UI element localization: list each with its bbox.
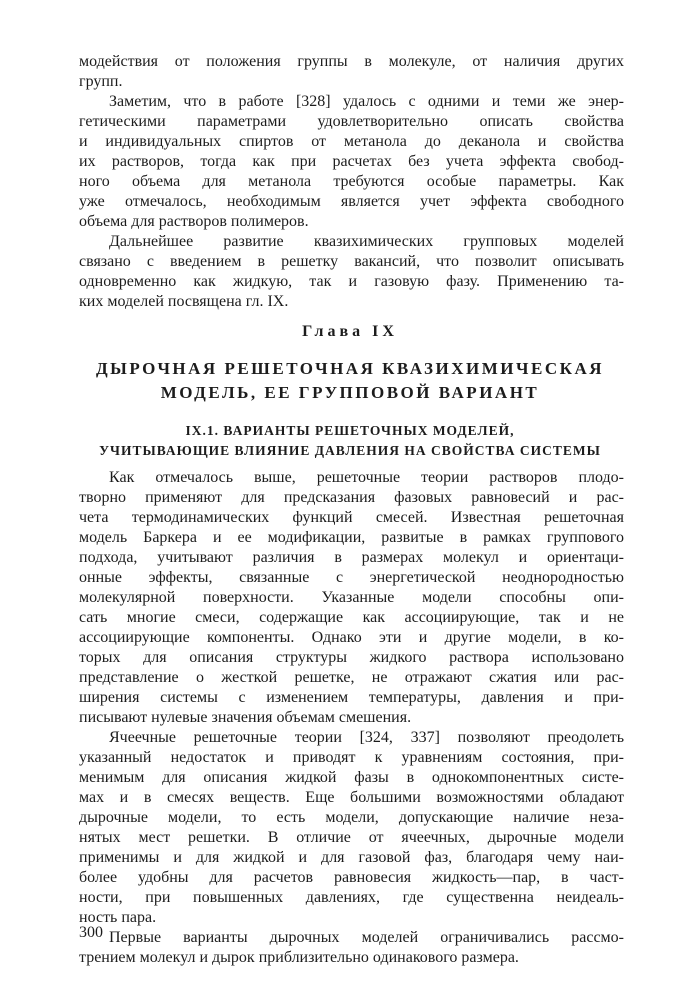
text-line: ких моделей посвящена гл. IX. [79, 293, 289, 310]
text-line: чета термодинамических функций смесей. Известная решеточная [79, 509, 624, 526]
text-line: связано с введением в решетку вакансий, что позволит описывать [79, 253, 624, 270]
text-line: Первые варианты дырочных моделей ограничивались рассмо- [109, 929, 624, 946]
section-title-line: IX.1. ВАРИАНТЫ РЕШЕТОЧНЫХ МОДЕЛЕЙ, [185, 423, 515, 438]
text-line: дырочные модели, то есть модели, допускающие наличие неза- [79, 809, 624, 826]
text-line: молекулярной поверхности. Указанные модели способны опи- [79, 589, 624, 606]
text-line: групп. [79, 73, 123, 90]
text-line: подхода, учитывают различия в размерах молекул и ориентаци- [79, 549, 624, 566]
text-line: применимы и для жидкой и для газовой фаз, благодаря чему наи- [79, 849, 624, 866]
text-line: ширения системы с изменением температуры, давления и при- [79, 689, 624, 706]
chapter-title-line: ДЫРОЧНАЯ РЕШЕТОЧНАЯ КВАЗИХИМИЧЕСКАЯ [95, 359, 604, 378]
text-line: нятых мест решетки. В отличие от ячеечных, дырочные модели [79, 829, 624, 846]
text-line: Как отмечалось выше, решеточные теории растворов плодо- [109, 469, 624, 486]
top-text-block [79, 52, 624, 312]
text-line: ности, при повышенных давлениях, где существенна неидеаль- [79, 889, 624, 906]
text-line: Ячеечные решеточные теории [324, 337] позволяют преодолеть [109, 729, 624, 746]
chapter-title-line: МОДЕЛЬ, ЕЕ ГРУППОВОЙ ВАРИАНТ [160, 383, 540, 402]
text-line: писывают нулевые значения объемам смешения. [79, 709, 412, 726]
text-line: сать многие смеси, содержащие как ассоциирующие, так и не [79, 609, 624, 626]
text-line: ность пара. [79, 909, 157, 926]
text-line: более удобны для расчетов равновесия жидкость—пар, в част- [79, 869, 624, 886]
text-line: мах и в смесях веществ. Еще большими возможностями обладают [79, 789, 624, 806]
text-line: модель Баркера и ее модификации, развитые в рамках группового [79, 529, 624, 546]
text-line: указанный недостаток и приводят к уравнениям состояния, при- [79, 749, 624, 766]
text-line: ассоциирующие компоненты. Однако эти и другие модели, в ко- [79, 629, 624, 646]
text-line: представление о жесткой решетке, не отражают сжатия или рас- [79, 669, 624, 686]
text-line: их растворов, тогда как при расчетах без учета эффекта свобод- [79, 153, 624, 170]
text-line: уже отмечалось, необходимым является учет эффекта свободного [79, 193, 624, 210]
section-title-line: УЧИТЫВАЮЩИЕ ВЛИЯНИЕ ДАВЛЕНИЯ НА СВОЙСТВА СИСТЕМЫ [99, 443, 601, 458]
text-line: торых для описания структуры жидкого раствора использовано [79, 649, 624, 666]
text-line: объема для растворов полимеров. [79, 213, 309, 230]
text-line: онные эффекты, связанные с энергетической неоднородностью [79, 569, 624, 586]
page-number: 300 [79, 924, 103, 941]
text-line: трением молекул и дырок приблизительно одинакового размера. [79, 949, 519, 966]
text-line: Заметим, что в работе [328] удалось с одними и теми же энер- [109, 93, 624, 110]
text-line: ного объема для метанола требуются особые параметры. Как [79, 173, 624, 190]
text-line: одновременно как жидкую, так и газовую фазу. Применению та- [79, 273, 624, 290]
text-line: менимым для описания жидкой фазы в однокомпонентных систе- [79, 769, 624, 786]
chapter-label: Глава IX [302, 323, 398, 340]
text-line: и индивидуальных спиртов от метанола до деканола и свойства [79, 133, 624, 150]
text-line: гетическими параметрами удовлетворительно описать свойства [79, 113, 624, 130]
body-text-block [79, 468, 624, 968]
text-line: Дальнейшее развитие квазихимических групповых моделей [109, 233, 624, 250]
text-line: модействия от положения группы в молекуле, от наличия других [79, 53, 624, 70]
text-line: творно применяют для предсказания фазовых равновесий и рас- [79, 489, 624, 506]
